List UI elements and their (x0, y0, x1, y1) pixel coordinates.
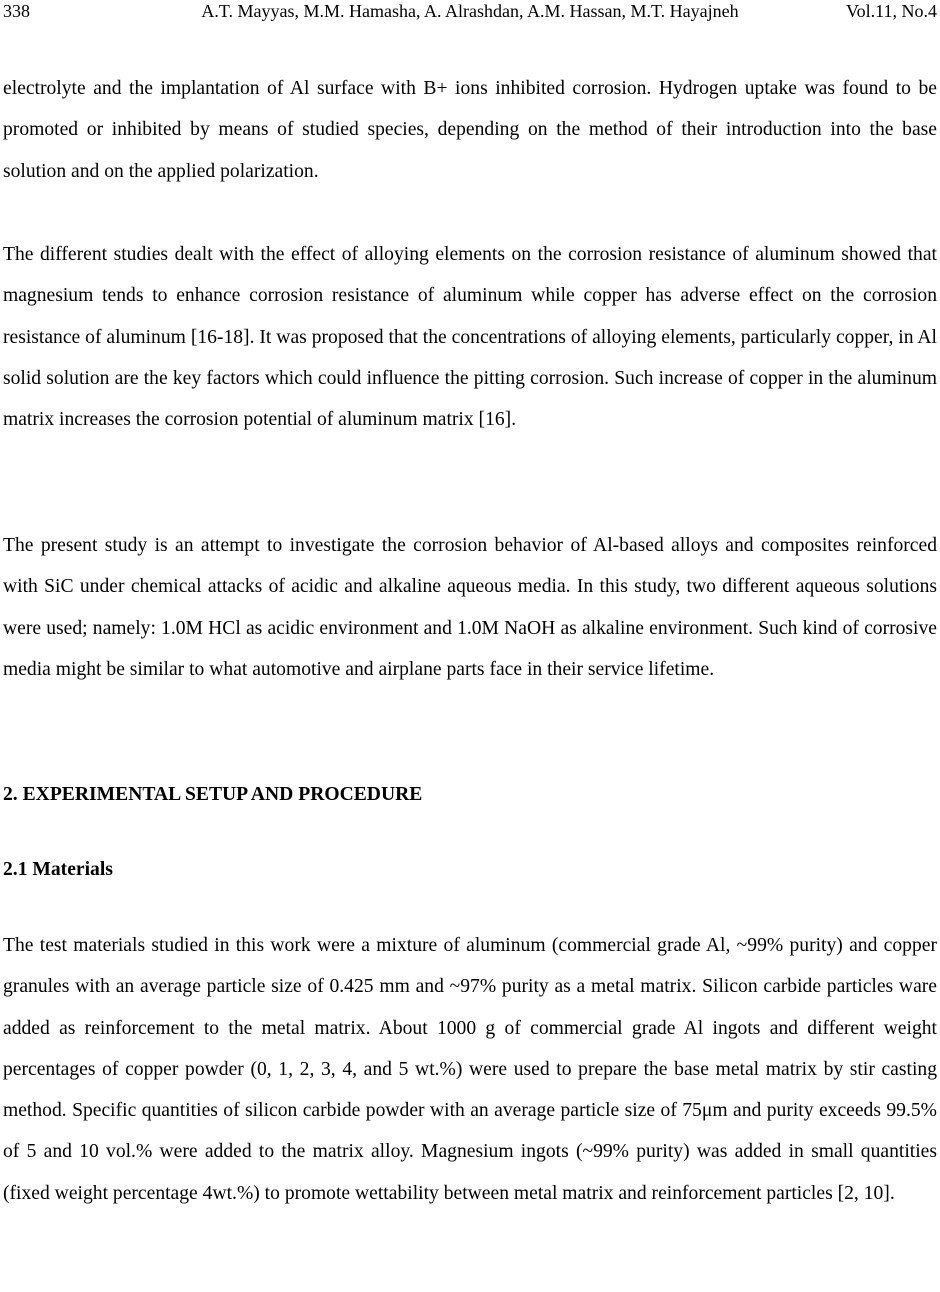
journal-volume: Vol.11, No.4 (845, 1, 937, 21)
paragraph-hydrogen-uptake: electrolyte and the implantation of Al surface with B+ ions inhibited corrosion. Hydrogen uptake was found to be promoted or inhibited by means of studied species, depending on the method of their introduction into the base solution and on the applied polarization. (3, 78, 937, 182)
paragraph-materials: The test materials studied in this work were a mixture of aluminum (commercial grade Al, ~99% purity) and copper granules with an average particle size of 0.425 mm and ~97% purity as a metal matrix. Silicon carbide particles ware added as reinforcement to the metal matrix. About 1000 g of commercial grade Al ingots and different weight percentages of copper powder (0, 1, 2, 3, 4, and 5 wt.%) were used to prepare the base metal matrix by stir casting method. Specific quantities of silicon carbide powder with an average particle size of 75μm and purity exceeds 99.5% of 5 and 10 vol.% were added to the matrix alloy. Magnesium ingots (~99% purity) was added in small quantities (fixed weight percentage 4wt.%) to promote wettability between metal matrix and reinforcement particles [2, 10]. (3, 935, 937, 1204)
running-header (3, 0, 937, 24)
page-number: 338 (3, 1, 30, 21)
section-heading: 2. EXPERIMENTAL SETUP AND PROCEDURE (3, 784, 423, 805)
paragraph-alloying-elements: The different studies dealt with the effect of alloying elements on the corrosion resistance of aluminum showed that magnesium tends to enhance corrosion resistance of aluminum while copper has adverse effect on the corrosion resistance of aluminum [16-18]. It was proposed that the concentrations of alloying elements, particularly copper, in Al solid solution are the key factors which could influence the pitting corrosion. Such increase of copper in the aluminum matrix increases the corrosion potential of aluminum matrix [16]. (3, 244, 937, 431)
running-header-authors: A.T. Mayyas, M.M. Hamasha, A. Alrashdan, A.M. Hassan, M.T. Hayajneh (201, 1, 739, 21)
subsection-heading: 2.1 Materials (3, 859, 113, 880)
paragraph-present-study: The present study is an attempt to investigate the corrosion behavior of Al-based alloys and composites reinforced with SiC under chemical attacks of acidic and alkaline aqueous media. In this study, two different aqueous solutions were used; namely: 1.0M HCl as acidic environment and 1.0M NaOH as alkaline environment. Such kind of corrosive media might be similar to what automotive and airplane parts face in their service lifetime. (3, 535, 937, 680)
